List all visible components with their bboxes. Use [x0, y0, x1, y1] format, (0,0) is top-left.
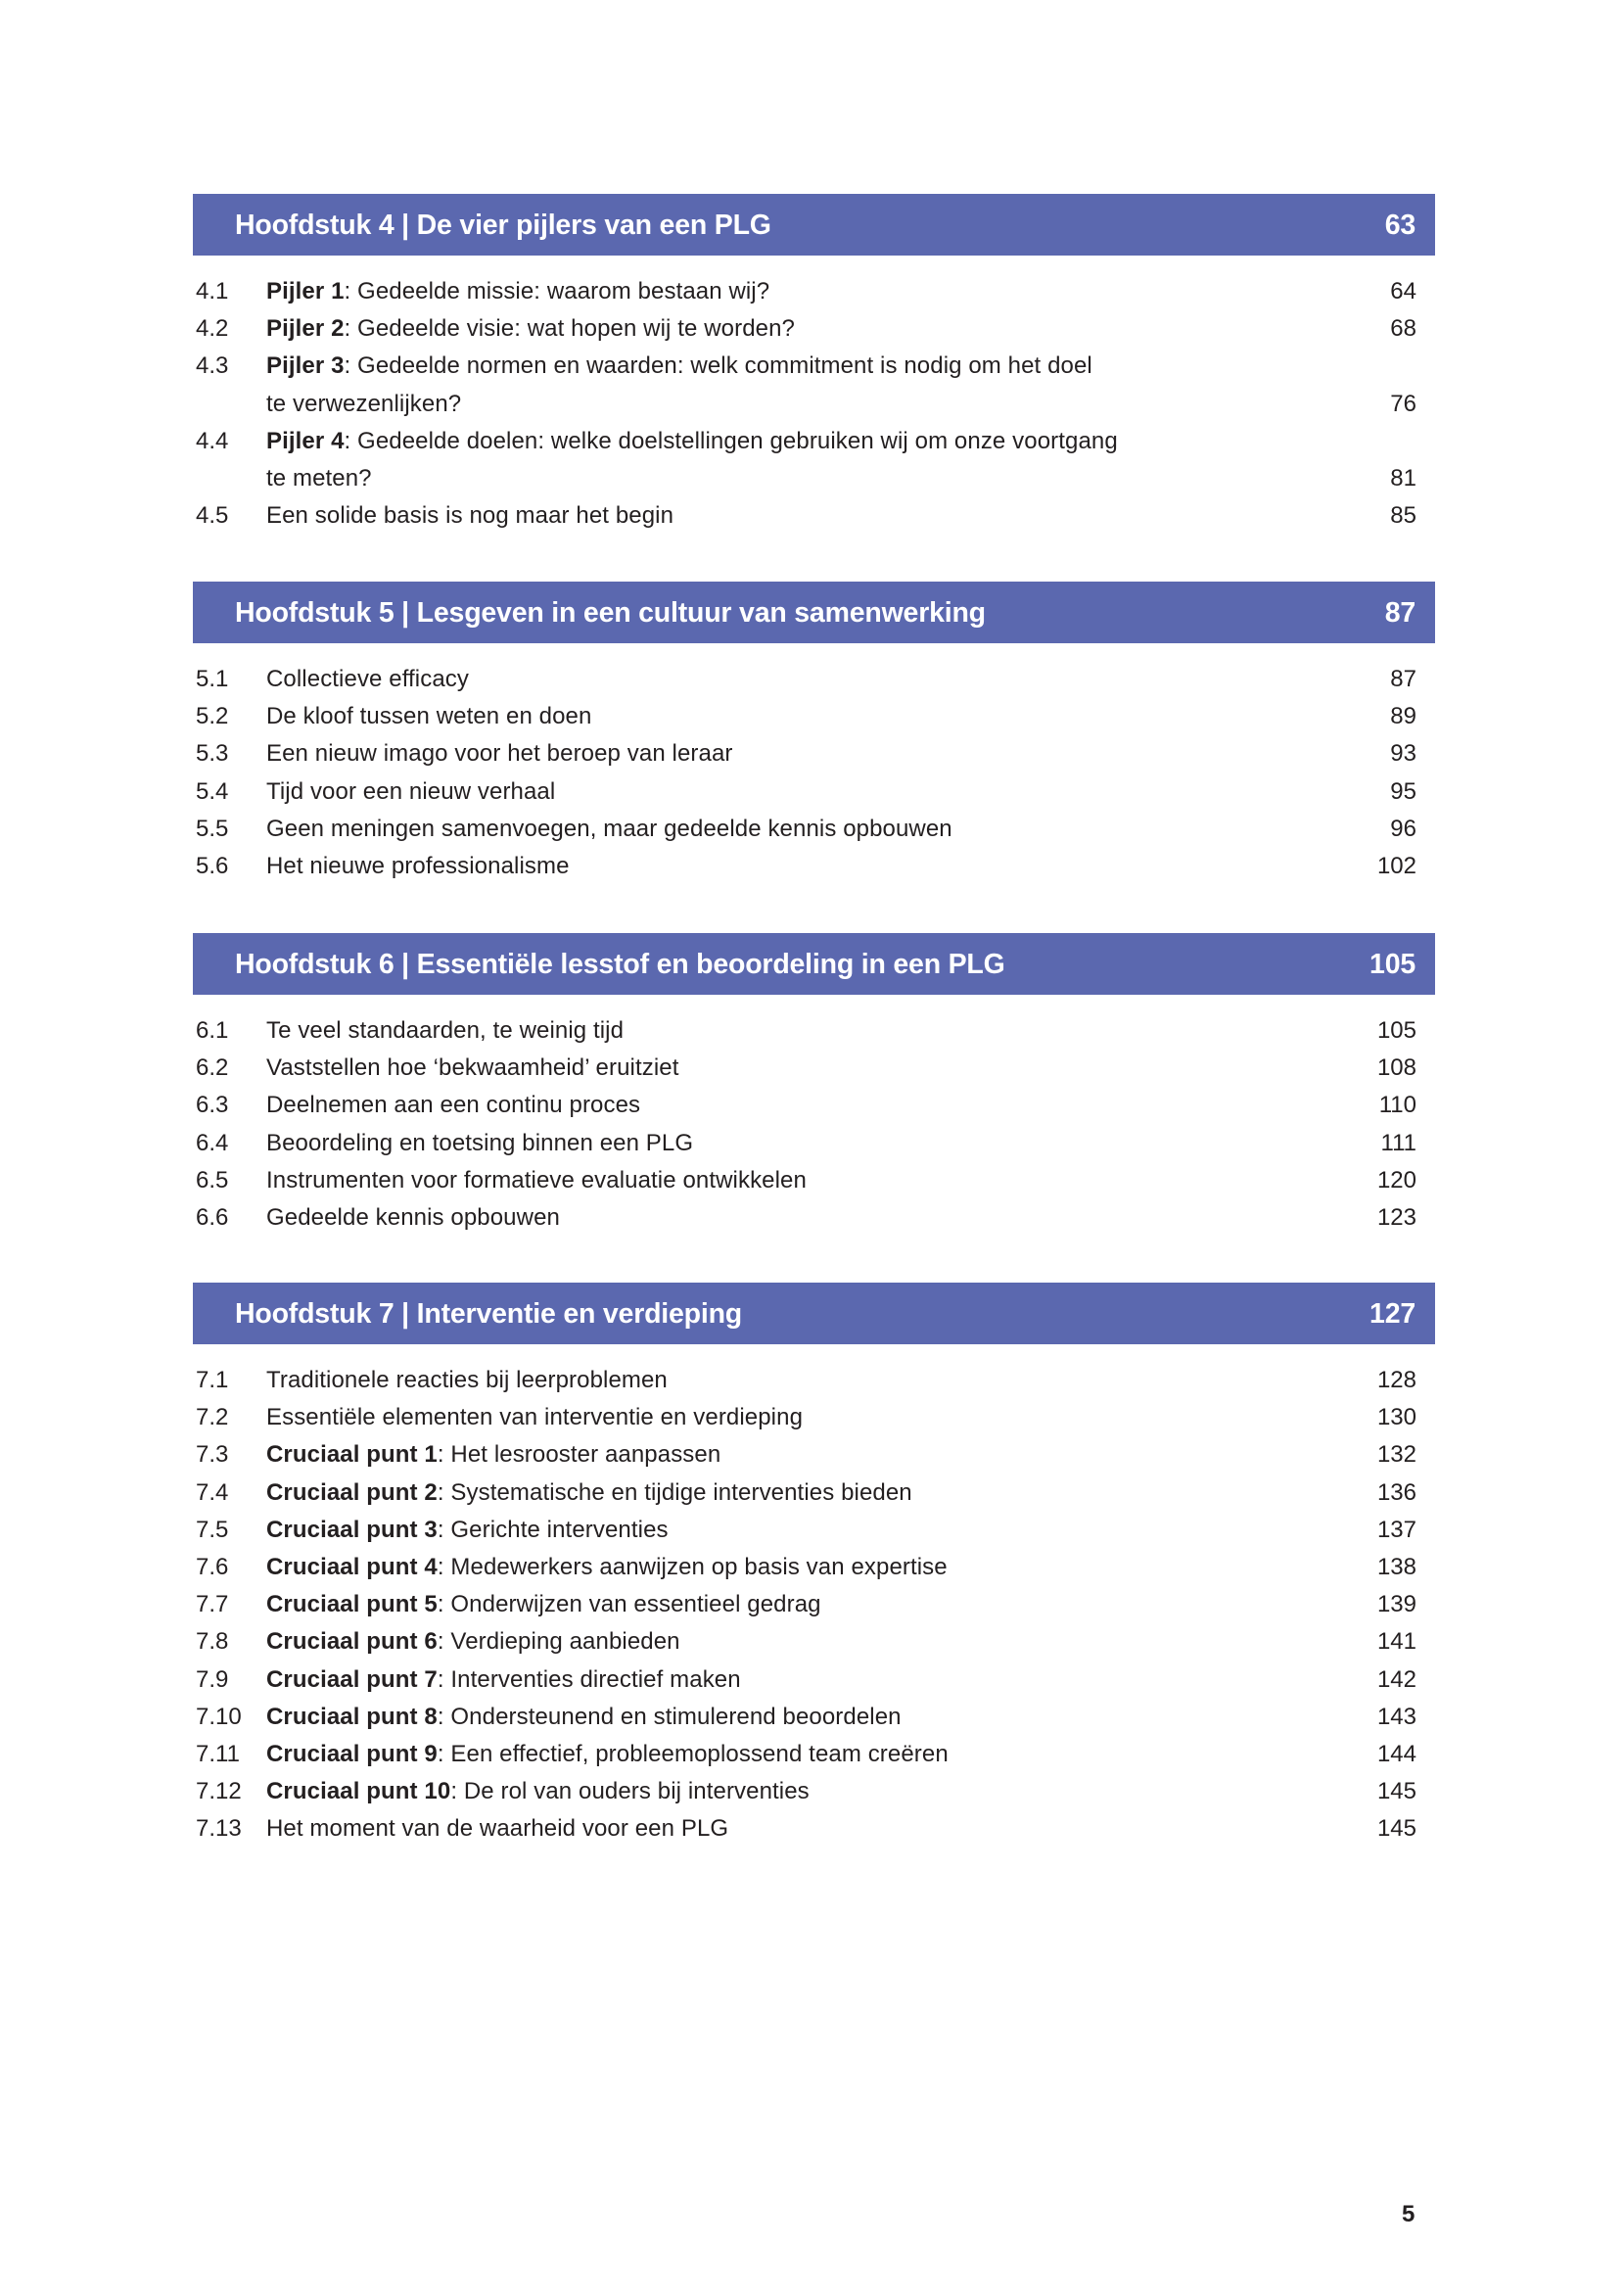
chapter-section [193, 194, 1435, 535]
section-title [266, 1162, 807, 1199]
section-number: 5.2 [196, 703, 229, 730]
section-page-number: 138 [1376, 1553, 1416, 1580]
section-number: 5.6 [196, 852, 229, 879]
chapter-section [193, 933, 1435, 1237]
section-page-number: 105 [1376, 1017, 1416, 1044]
section-title-text: : Interventies directief maken [437, 1665, 741, 1693]
section-number: 5.3 [196, 740, 229, 768]
section-number: 6.1 [196, 1017, 229, 1044]
section-label-bold: Cruciaal punt 5 [266, 1591, 438, 1618]
section-title-text: Het nieuwe professionalisme [266, 852, 570, 879]
section-number: 6.4 [196, 1129, 229, 1156]
section-page-number: 145 [1376, 1815, 1416, 1843]
toc-entry[interactable] [193, 735, 1435, 772]
section-title [266, 1699, 902, 1736]
section-title-continuation: te verwezenlijken? [266, 390, 462, 417]
chapter-page-number: 127 [1369, 1298, 1415, 1330]
toc-entry[interactable] [193, 1362, 1435, 1399]
section-title [266, 698, 591, 735]
chapter-heading-bar[interactable] [193, 933, 1435, 995]
section-title [266, 1773, 810, 1810]
section-title-text: Deelnemen aan een continu proces [266, 1092, 641, 1119]
chapter-title: Hoofdstuk 5 | Lesgeven in een cultuur van samenwerking [235, 597, 986, 629]
section-label-bold: Cruciaal punt 7 [266, 1665, 438, 1693]
section-label-bold: Cruciaal punt 3 [266, 1516, 438, 1543]
section-number: 7.4 [196, 1478, 229, 1506]
section-title [266, 1012, 624, 1050]
section-title [266, 1623, 680, 1661]
section-title [266, 848, 570, 885]
section-number: 6.2 [196, 1054, 229, 1082]
section-title [266, 497, 673, 535]
section-title-text: Gedeelde kennis opbouwen [266, 1203, 560, 1231]
chapter-heading-bar[interactable] [193, 194, 1435, 256]
section-title-text: : Een effectief, probleemoplossend team creëren [437, 1740, 949, 1767]
toc-entry[interactable] [193, 1087, 1435, 1124]
chapter-title: Hoofdstuk 7 | Interventie en verdieping [235, 1298, 743, 1330]
section-label-bold: Cruciaal punt 8 [266, 1703, 438, 1730]
section-number: 7.7 [196, 1591, 229, 1618]
toc-entry[interactable] [193, 1199, 1435, 1237]
toc-entry[interactable] [193, 1623, 1435, 1661]
section-number: 7.3 [196, 1441, 229, 1469]
toc-entry[interactable] [193, 1162, 1435, 1199]
section-number: 7.10 [196, 1703, 242, 1730]
section-title [266, 1549, 948, 1586]
section-title [266, 1087, 640, 1124]
section-title-text: : De rol van ouders bij interventies [450, 1778, 810, 1805]
section-title-text: Geen meningen samenvoegen, maar gedeelde kennis opbouwen [266, 815, 952, 842]
toc-entry[interactable] [193, 1736, 1435, 1773]
section-number: 4.5 [196, 502, 229, 530]
toc-entry[interactable] [193, 497, 1435, 535]
section-page-number: 64 [1390, 278, 1416, 304]
toc-entry[interactable] [193, 661, 1435, 698]
section-page-number: 143 [1376, 1703, 1416, 1730]
section-title-text: : Het lesrooster aanpassen [437, 1441, 721, 1469]
toc-entry[interactable] [193, 273, 1435, 310]
section-label-bold: Cruciaal punt 10 [266, 1778, 451, 1805]
section-page-number: 76 [1390, 390, 1416, 417]
section-label-bold: Cruciaal punt 2 [266, 1478, 438, 1506]
section-number: 6.5 [196, 1166, 229, 1193]
toc-entry[interactable] [193, 1012, 1435, 1050]
section-page-number: 108 [1376, 1054, 1416, 1082]
section-page-number: 145 [1376, 1778, 1416, 1805]
entry-list [193, 661, 1435, 885]
section-title [266, 310, 795, 348]
section-page-number: 142 [1376, 1665, 1416, 1693]
section-title-text: Beoordeling en toetsing binnen een PLG [266, 1129, 694, 1156]
entry-list [193, 1012, 1435, 1237]
section-title-text: De kloof tussen weten en doen [266, 703, 592, 730]
section-title-text: Een nieuw imago voor het beroep van leraar [266, 740, 733, 768]
toc-entry[interactable] [193, 1810, 1435, 1848]
section-number: 7.13 [196, 1815, 242, 1843]
section-title-text: Te veel standaarden, te weinig tijd [266, 1017, 625, 1044]
section-page-number: 89 [1390, 703, 1416, 730]
section-title [266, 735, 733, 772]
section-title [266, 1661, 741, 1699]
toc-entry[interactable] [193, 811, 1435, 848]
section-title-text: : Verdieping aanbieden [437, 1628, 680, 1656]
section-title-text: Het moment van de waarheid voor een PLG [266, 1815, 729, 1843]
section-title-text: : Gedeelde normen en waarden: welk commitment is nodig om het doel [344, 352, 1092, 380]
section-number: 4.3 [196, 352, 229, 380]
section-page-number: 144 [1376, 1740, 1416, 1767]
toc-entry[interactable] [193, 1436, 1435, 1474]
section-page-number: 102 [1376, 852, 1416, 879]
section-number: 5.4 [196, 777, 229, 805]
section-number: 7.1 [196, 1367, 229, 1393]
section-title [266, 811, 952, 848]
section-title [266, 1512, 669, 1549]
section-number: 4.4 [196, 427, 229, 454]
section-title-text: Traditionele reacties bij leerproblemen [266, 1367, 668, 1393]
section-title-text: Een solide basis is nog maar het begin [266, 502, 674, 530]
chapter-page-number: 87 [1384, 597, 1415, 629]
section-number: 7.11 [196, 1740, 240, 1767]
section-label-bold: Cruciaal punt 4 [266, 1553, 438, 1580]
section-title [266, 1436, 720, 1474]
section-title [266, 1399, 803, 1436]
chapter-title: Hoofdstuk 4 | De vier pijlers van een PLG [235, 210, 771, 241]
section-number: 4.1 [196, 278, 229, 304]
toc-entry[interactable] [193, 310, 1435, 348]
section-title-text: Essentiële elementen van interventie en verdieping [266, 1404, 804, 1431]
chapter-title: Hoofdstuk 6 | Essentiële lesstof en beoordeling in een PLG [235, 949, 1005, 980]
section-title [266, 1362, 668, 1399]
section-title-continuation: te meten? [266, 464, 372, 491]
toc-entry[interactable] [193, 1050, 1435, 1087]
section-number: 7.2 [196, 1404, 229, 1431]
toc-entry[interactable] [193, 698, 1435, 735]
section-number: 7.9 [196, 1665, 229, 1693]
section-label-bold: Pijler 1 [266, 278, 345, 304]
entry-list [193, 273, 1435, 535]
section-title-text: : Onderwijzen van essentieel gedrag [437, 1591, 821, 1618]
toc-entry[interactable] [193, 1125, 1435, 1162]
section-title [266, 1736, 949, 1773]
chapter-heading-bar[interactable] [193, 582, 1435, 643]
section-number: 7.8 [196, 1628, 229, 1656]
section-page-number: 68 [1390, 315, 1416, 343]
toc-entry[interactable] [193, 423, 1435, 460]
section-page-number: 93 [1390, 740, 1416, 768]
section-label-bold: Cruciaal punt 9 [266, 1740, 438, 1767]
chapter-page-number: 105 [1369, 949, 1415, 980]
section-title [266, 1199, 560, 1237]
section-title-text: : Medewerkers aanwijzen op basis van expertise [437, 1553, 948, 1580]
section-number: 4.2 [196, 315, 229, 343]
chapter-section [193, 1283, 1435, 1848]
section-number: 6.3 [196, 1092, 229, 1119]
section-title-text: : Gedeelde visie: wat hopen wij te worden? [344, 315, 795, 343]
section-label-bold: Pijler 3 [266, 352, 345, 380]
section-title [266, 1810, 728, 1848]
page-number: 5 [1402, 2201, 1415, 2227]
section-title [266, 1474, 912, 1512]
section-title-text: Tijd voor een nieuw verhaal [266, 777, 556, 805]
section-page-number: 136 [1376, 1478, 1416, 1506]
section-page-number: 110 [1378, 1092, 1416, 1119]
toc-entry-continuation[interactable] [193, 386, 1435, 423]
section-title-text: : Ondersteunend en stimulerend beoordelen [437, 1703, 902, 1730]
toc-entry[interactable] [193, 1699, 1435, 1736]
section-page-number: 95 [1390, 777, 1416, 805]
section-page-number: 96 [1390, 815, 1416, 842]
section-page-number: 132 [1376, 1441, 1416, 1469]
chapter-section [193, 582, 1435, 885]
section-title [266, 273, 769, 310]
section-title-text: : Gedeelde missie: waarom bestaan wij? [344, 278, 770, 304]
section-title [266, 661, 469, 698]
section-label-bold: Cruciaal punt 1 [266, 1441, 438, 1469]
section-page-number: 87 [1390, 666, 1416, 692]
section-page-number: 111 [1380, 1129, 1416, 1156]
section-title-text: Vaststellen hoe ‘bekwaamheid’ eruitziet [266, 1054, 679, 1082]
toc-entry[interactable] [193, 1586, 1435, 1623]
section-title [266, 423, 1118, 460]
section-page-number: 85 [1390, 502, 1416, 530]
section-page-number: 128 [1376, 1367, 1416, 1393]
toc-entry[interactable] [193, 348, 1435, 385]
section-page-number: 141 [1376, 1628, 1416, 1656]
section-number: 5.5 [196, 815, 229, 842]
toc-entry[interactable] [193, 1549, 1435, 1586]
section-title-text: : Systematische en tijdige interventies bieden [437, 1478, 912, 1506]
section-page-number: 81 [1390, 464, 1416, 491]
section-number: 7.5 [196, 1516, 229, 1543]
section-page-number: 130 [1376, 1404, 1416, 1431]
entry-list [193, 1362, 1435, 1848]
toc-entry[interactable] [193, 1399, 1435, 1436]
section-title [266, 773, 555, 811]
toc-entry[interactable] [193, 848, 1435, 885]
section-title-text: : Gerichte interventies [437, 1516, 669, 1543]
section-title-text: Instrumenten voor formatieve evaluatie ontwikkelen [266, 1166, 807, 1193]
section-title [266, 1586, 821, 1623]
section-page-number: 123 [1376, 1203, 1416, 1231]
chapter-heading-bar[interactable] [193, 1283, 1435, 1344]
section-title [266, 348, 1092, 385]
section-title-text: Collectieve efficacy [266, 666, 469, 692]
toc-entry[interactable] [193, 1474, 1435, 1512]
toc-entry[interactable] [193, 1512, 1435, 1549]
chapter-page-number: 63 [1384, 210, 1415, 241]
toc-entry[interactable] [193, 1773, 1435, 1810]
section-page-number: 137 [1376, 1516, 1416, 1543]
section-label-bold: Pijler 2 [266, 315, 345, 343]
toc-entry[interactable] [193, 773, 1435, 811]
section-number: 6.6 [196, 1203, 229, 1231]
section-number: 7.12 [196, 1778, 242, 1805]
toc-entry-continuation[interactable] [193, 460, 1435, 497]
section-title [266, 1050, 678, 1087]
section-number: 5.1 [196, 666, 229, 692]
toc-entry[interactable] [193, 1661, 1435, 1699]
section-page-number: 139 [1376, 1591, 1416, 1618]
section-page-number: 120 [1376, 1166, 1416, 1193]
section-label-bold: Cruciaal punt 6 [266, 1628, 438, 1656]
section-title-text: : Gedeelde doelen: welke doelstellingen gebruiken wij om onze voortgang [344, 427, 1118, 454]
section-label-bold: Pijler 4 [266, 427, 345, 454]
section-number: 7.6 [196, 1553, 229, 1580]
section-title [266, 1125, 693, 1162]
